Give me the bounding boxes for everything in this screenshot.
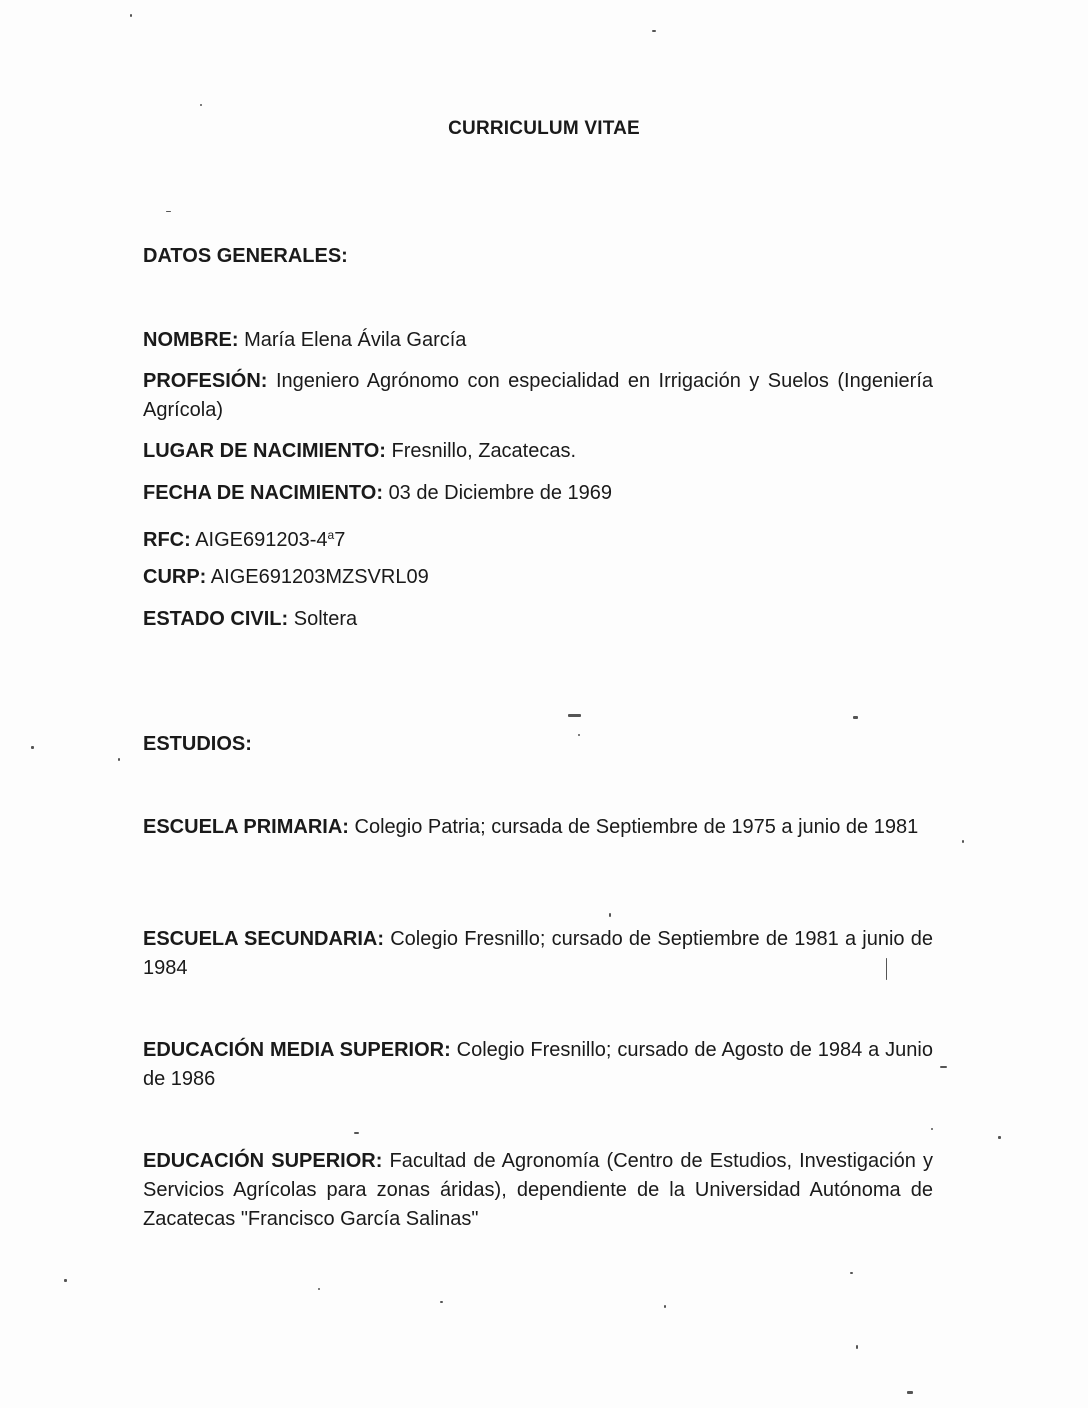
- scan-speck: [886, 958, 887, 980]
- field-value: 03 de Diciembre de 1969: [388, 482, 613, 504]
- scan-speck: [609, 913, 611, 917]
- field-value: AIGE691203MZSVRL09: [210, 566, 429, 588]
- field-value: Ingeniero Agrónomo con especialidad en Irrigación y Suelos (Ingeniería Agrícola): [143, 370, 934, 421]
- field-label: RFC:: [143, 529, 191, 551]
- scan-speck: [850, 1272, 853, 1274]
- scan-speck: [907, 1391, 913, 1394]
- field-escuela-primaria: [143, 813, 933, 842]
- field-escuela-secundaria: [143, 925, 933, 983]
- field-label: ESCUELA SECUNDARIA:: [143, 928, 385, 950]
- field-estado-civil: [143, 605, 933, 634]
- field-value: Colegio Fresnillo; cursado de Septiembre de 1981 a junio de 1984: [143, 928, 933, 979]
- field-lugar-nacimiento: [143, 437, 933, 466]
- section-heading-general: DATOS GENERALES:: [143, 245, 348, 267]
- scan-speck: [354, 1132, 359, 1134]
- scan-speck: [166, 211, 171, 212]
- field-value-superscript: a: [327, 528, 335, 542]
- field-label: PROFESIÓN:: [143, 370, 268, 392]
- scan-speck: [652, 30, 656, 32]
- scan-speck: [64, 1279, 67, 1282]
- field-label: FECHA DE NACIMIENTO:: [143, 482, 383, 504]
- field-value: Fresnillo, Zacatecas.: [391, 440, 577, 462]
- field-educacion-superior: [143, 1147, 933, 1234]
- field-educacion-media-superior: [143, 1036, 933, 1094]
- field-label: ESCUELA PRIMARIA:: [143, 816, 349, 838]
- scan-speck: [200, 104, 202, 106]
- scan-speck: [962, 840, 964, 843]
- field-profesion: [143, 367, 933, 425]
- section-heading-estudios: ESTUDIOS:: [143, 733, 252, 755]
- field-value: Colegio Fresnillo; cursado de Agosto de 1984 a Junio de 1986: [143, 1039, 933, 1090]
- field-value-tail: 7: [334, 529, 346, 551]
- scan-speck: [940, 1066, 947, 1068]
- field-value: AIGE691203-4: [195, 529, 328, 551]
- field-value: María Elena Ávila García: [244, 329, 467, 351]
- field-nombre: [143, 326, 933, 355]
- field-curp: [143, 563, 933, 592]
- scan-speck: [856, 1345, 858, 1349]
- field-label: LUGAR DE NACIMIENTO:: [143, 440, 386, 462]
- field-label: CURP:: [143, 566, 207, 588]
- document-title: CURRICULUM VITAE: [448, 118, 640, 139]
- scan-speck: [118, 758, 120, 761]
- scan-speck: [664, 1305, 666, 1308]
- scan-speck: [568, 714, 581, 717]
- field-rfc: [143, 521, 933, 555]
- scan-speck: [31, 746, 34, 749]
- field-label: EDUCACIÓN MEDIA SUPERIOR:: [143, 1039, 451, 1061]
- scan-speck: [853, 716, 858, 719]
- scan-speck: [318, 1288, 320, 1290]
- scan-speck: [578, 734, 580, 736]
- field-label: EDUCACIÓN SUPERIOR:: [143, 1150, 383, 1172]
- field-label: NOMBRE:: [143, 329, 239, 351]
- field-label: ESTADO CIVIL:: [143, 608, 289, 630]
- scan-speck: [998, 1136, 1001, 1139]
- scan-speck: [130, 14, 132, 17]
- field-value: Soltera: [293, 608, 358, 630]
- field-fecha-nacimiento: [143, 479, 933, 508]
- field-value: Facultad de Agronomía (Centro de Estudios, Investigación y Servicios Agrícolas para zonas áridas), dependiente de la Universidad Autónoma de Zacatecas "Francisco García Salinas": [143, 1150, 933, 1230]
- scan-speck: [440, 1301, 443, 1303]
- scan-speck: [931, 1128, 933, 1130]
- field-value: Colegio Patria; cursada de Septiembre de 1975 a junio de 1981: [354, 816, 919, 838]
